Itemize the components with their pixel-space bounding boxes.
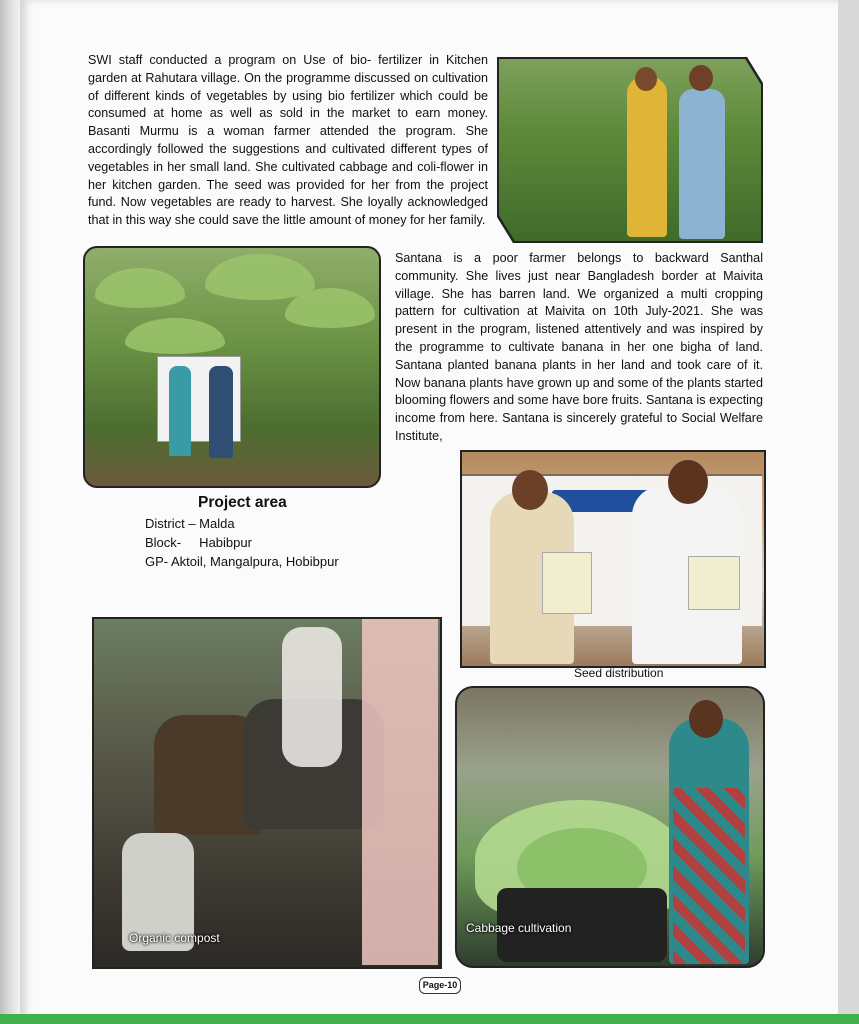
woman-figure xyxy=(627,77,667,237)
photo-seed-distribution xyxy=(460,450,766,668)
cloth-sack xyxy=(282,627,342,767)
photo-banana-plantation xyxy=(83,246,381,488)
binding-edge xyxy=(0,0,22,1024)
man-figure xyxy=(209,366,233,458)
article-paragraph-1: SWI staff conducted a program on Use of bio- fertilizer in Kitchen garden at Rahutara village. On the programme discussed on cultivation of different kinds of vegetables by using bio fertilizer which could be consumed at home as well as sold in the market to earn money. Basanti Murmu is a woman farmer attended the program. She accordingly followed the suggestions and cultivated different types of vegetables in her small land. She cultivated cabbage and coli-flower in her kitchen garden. The seed was provided for her from the project fund. Now vegetables are ready to harvest. She loyally acknowledged that in this way she could save the little amount of money for her family. xyxy=(88,53,488,228)
woman-head xyxy=(689,700,723,738)
project-area-district: District – Malda xyxy=(145,516,235,531)
project-area-gp: GP- Aktoil, Mangalpura, Hobibpur xyxy=(145,554,339,569)
page-number: Page-10 xyxy=(419,977,461,994)
seed-packet xyxy=(542,552,592,614)
photo-organic-compost xyxy=(92,617,442,969)
caption-cabbage-cultivation: Cabbage cultivation xyxy=(466,921,572,935)
banana-leaf xyxy=(205,254,315,300)
man-head xyxy=(512,470,548,510)
caption-organic-compost: Organic compost xyxy=(129,931,220,945)
man-head xyxy=(689,65,713,91)
project-area-title: Project area xyxy=(198,494,287,511)
sari-pattern xyxy=(673,788,745,964)
article-paragraph-2: Santana is a poor farmer belongs to backward Santhal community. She lives just near Bangladesh border at Maivita village. She has barren land. We organized a multi cropping pattern for cultivation at Maivita on 10th July-2021. She was present in the program, listened attentively and was inspired by the programme to cultivate banana in her one bigha of land. Santana planted banana plants in her land and took care of it. Now banana plants have grown up and some of the plants started blooming flowers and some have bore fruits. Santana is expecting income from here. Santana is sincerely grateful to Social Welfare Institute, xyxy=(395,251,763,443)
woman-figure xyxy=(169,366,191,456)
man-figure xyxy=(679,89,725,239)
photo-farmer-couple xyxy=(497,57,763,243)
project-area-block: Block- Habibpur xyxy=(145,535,252,550)
seed-packet xyxy=(688,556,740,610)
bottom-color-strip xyxy=(0,1014,859,1024)
banana-leaf xyxy=(95,268,185,308)
man-head xyxy=(668,460,708,504)
banana-leaf xyxy=(125,318,225,354)
woman-head xyxy=(635,67,657,91)
person-figure xyxy=(362,619,438,965)
caption-seed-distribution: Seed distribution xyxy=(574,666,664,680)
